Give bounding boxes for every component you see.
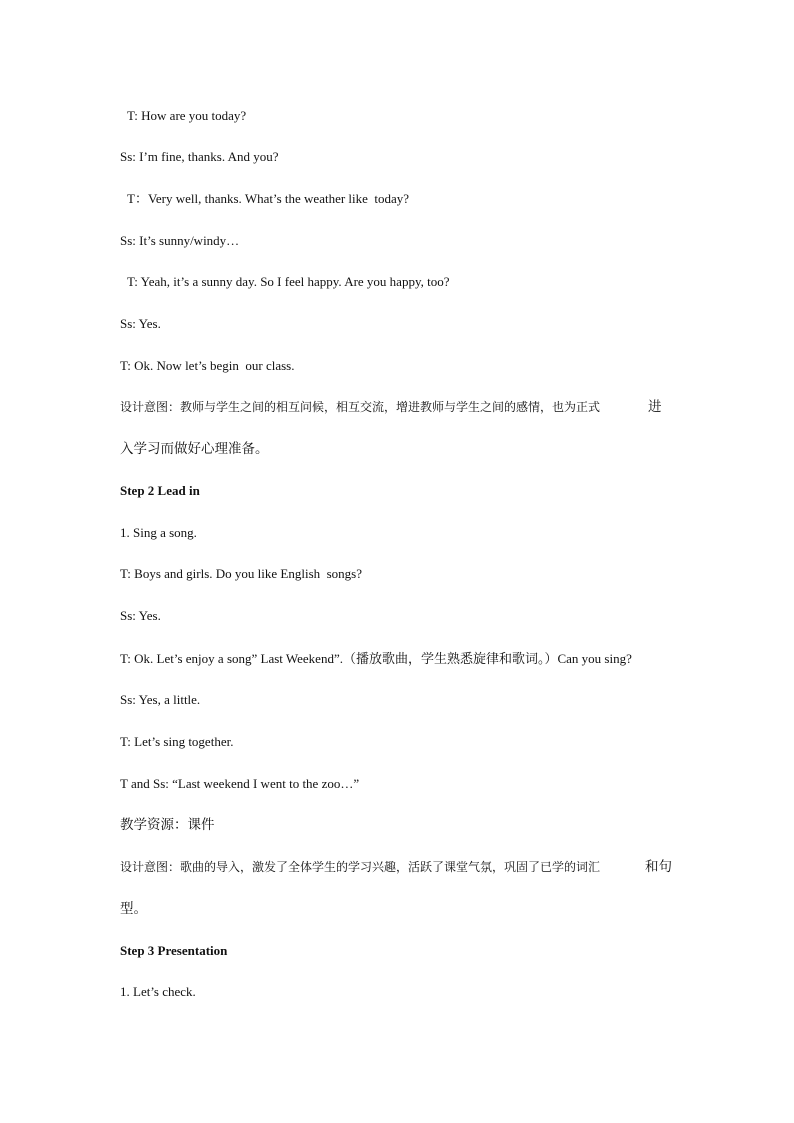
dialogue-line-teacher-sing-together: T: Let’s sing together. <box>120 734 234 749</box>
dialogue-line-teacher-happy: T: Yeah, it’s a sunny day. So I feel happy. Are you happy, too? <box>127 274 450 289</box>
dialogue-line-students-little: Ss: Yes, a little. <box>120 692 201 707</box>
dialogue-line-students-yes-2: Ss: Yes. <box>120 608 161 623</box>
design-intent-1-line-2: 入学习而做好心理准备。 <box>120 441 269 457</box>
dialogue-line-all-sing: T and Ss: “Last weekend I went to the zoo…” <box>120 776 360 791</box>
design-intent-1-line-1: 设计意图：教师与学生之间的相互问候，相互交流，增进教师与学生之间的感情，也为正式 <box>120 400 601 414</box>
dialogue-line-teacher-greeting: T: How are you today? <box>127 108 247 123</box>
dialogue-line-teacher-songs: T: Boys and girls. Do you like English songs? <box>120 566 363 581</box>
section-heading-step-2: Step 2 Lead in <box>120 483 200 498</box>
list-item-sing-song: 1. Sing a song. <box>120 525 197 540</box>
design-intent-2-line-2: 型。 <box>120 901 147 917</box>
dialogue-line-students-yes: Ss: Yes. <box>120 316 161 331</box>
design-intent-1-line-1-tail: 进 <box>648 399 662 415</box>
dialogue-line-students-weather: Ss: It’s sunny/windy… <box>120 233 240 248</box>
dialogue-line-students-reply: Ss: I’m fine, thanks. And you? <box>120 149 279 164</box>
design-intent-2-line-1-tail: 和句 <box>645 859 672 875</box>
dialogue-line-teacher-weather: T：Very well, thanks. What’s the weather like today? <box>127 191 410 206</box>
teaching-resources: 教学资源：课件 <box>120 817 215 833</box>
dialogue-line-teacher-begin: T: Ok. Now let’s begin our class. <box>120 358 295 373</box>
section-heading-step-3: Step 3 Presentation <box>120 943 228 958</box>
design-intent-2-line-1: 设计意图：歌曲的导入，激发了全体学生的学习兴趣，活跃了课堂气氛，巩固了已学的词汇 <box>120 860 601 874</box>
list-item-lets-check: 1. Let’s check. <box>120 984 196 999</box>
dialogue-line-teacher-enjoy-song: T: Ok. Let’s enjoy a song” Last Weekend”.（播放歌曲，学生熟悉旋律和歌词。）Can you sing? <box>120 651 632 666</box>
